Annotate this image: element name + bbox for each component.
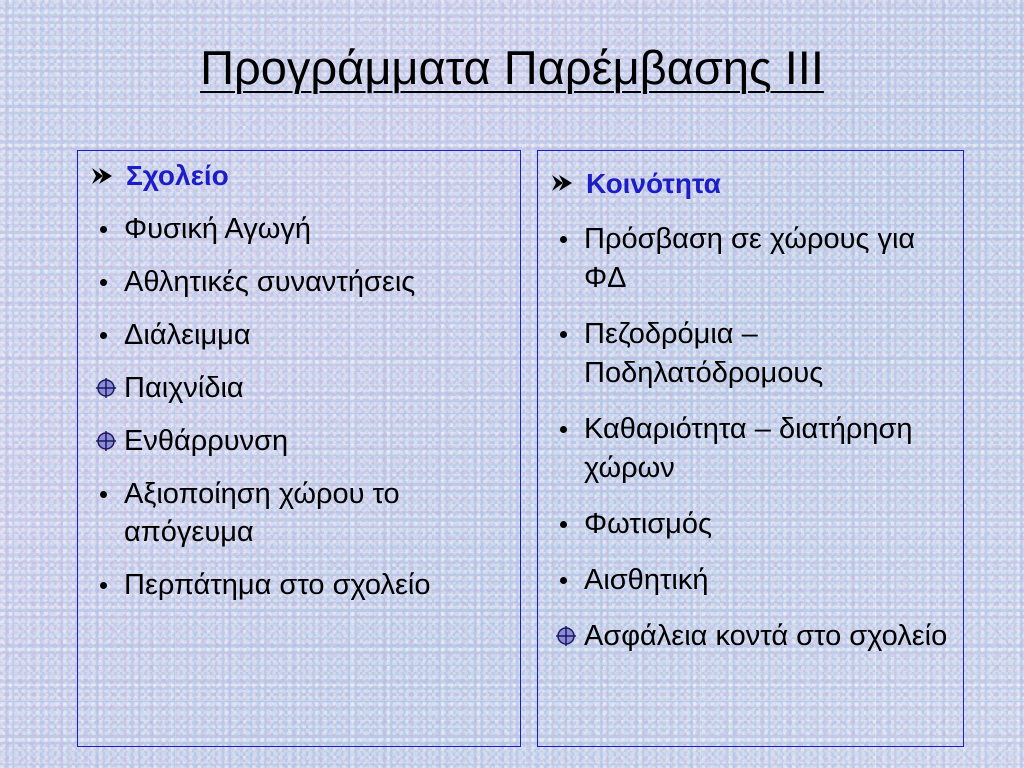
bullet-icon	[548, 505, 584, 543]
school-list	[88, 157, 512, 619]
list-item	[88, 316, 512, 354]
bullet-icon	[88, 210, 124, 248]
list-item-text: Καθαριότητα – διατήρηση χώρων	[584, 413, 913, 484]
list-item-text: Περπάτημα στο σχολείο	[124, 569, 431, 601]
double-arrow-icon	[548, 164, 586, 202]
school-heading-text: Σχολείο	[126, 160, 229, 191]
crosshair-icon	[548, 617, 584, 655]
list-item-text: Ασφάλεια κοντά στο σχολείο	[584, 620, 948, 652]
list-item-text: Αθλητικές συναντήσεις	[124, 266, 416, 298]
background-seam	[525, 0, 526, 768]
list-item	[548, 315, 958, 393]
list-item	[548, 505, 958, 544]
list-item-text: Αξιοποίηση χώρου το απόγευμα	[124, 478, 400, 548]
bullet-icon	[88, 316, 124, 354]
list-item	[548, 561, 958, 600]
list-item	[548, 410, 958, 488]
list-item	[88, 566, 512, 604]
school-heading	[88, 157, 512, 195]
list-item	[548, 617, 958, 656]
community-list	[548, 164, 958, 673]
double-arrow-icon	[88, 157, 126, 195]
list-item-text: Παιχνίδια	[124, 372, 244, 404]
list-item	[548, 220, 958, 298]
community-heading-text: Κοινότητα	[586, 168, 721, 199]
list-item	[88, 422, 512, 460]
list-item	[88, 210, 512, 248]
bullet-icon	[548, 220, 584, 258]
bullet-icon	[88, 263, 124, 301]
list-item	[88, 263, 512, 301]
bullet-icon	[88, 566, 124, 604]
list-item-text: Ενθάρρυνση	[124, 425, 289, 457]
list-item-text: Πρόσβαση σε χώρους για ΦΔ	[584, 223, 916, 294]
bullet-icon	[548, 410, 584, 448]
list-item	[88, 475, 512, 551]
crosshair-icon	[88, 369, 124, 407]
school-panel	[77, 150, 521, 747]
crosshair-icon	[88, 422, 124, 460]
list-item-text: Φυσική Αγωγή	[124, 213, 312, 245]
bullet-icon	[548, 561, 584, 599]
community-heading	[548, 164, 958, 203]
community-panel	[537, 150, 964, 747]
bullet-icon	[548, 315, 584, 353]
list-item-text: Φωτισμός	[584, 508, 712, 540]
bullet-icon	[88, 475, 124, 513]
slide-title: Προγράμματα Παρέμβασης ΙΙΙ	[200, 41, 824, 94]
list-item-text: Αισθητική	[584, 564, 709, 596]
list-item-text: Πεζοδρόμια – Ποδηλατόδρομους	[584, 318, 824, 389]
list-item	[88, 369, 512, 407]
list-item-text: Διάλειμμα	[124, 319, 251, 351]
